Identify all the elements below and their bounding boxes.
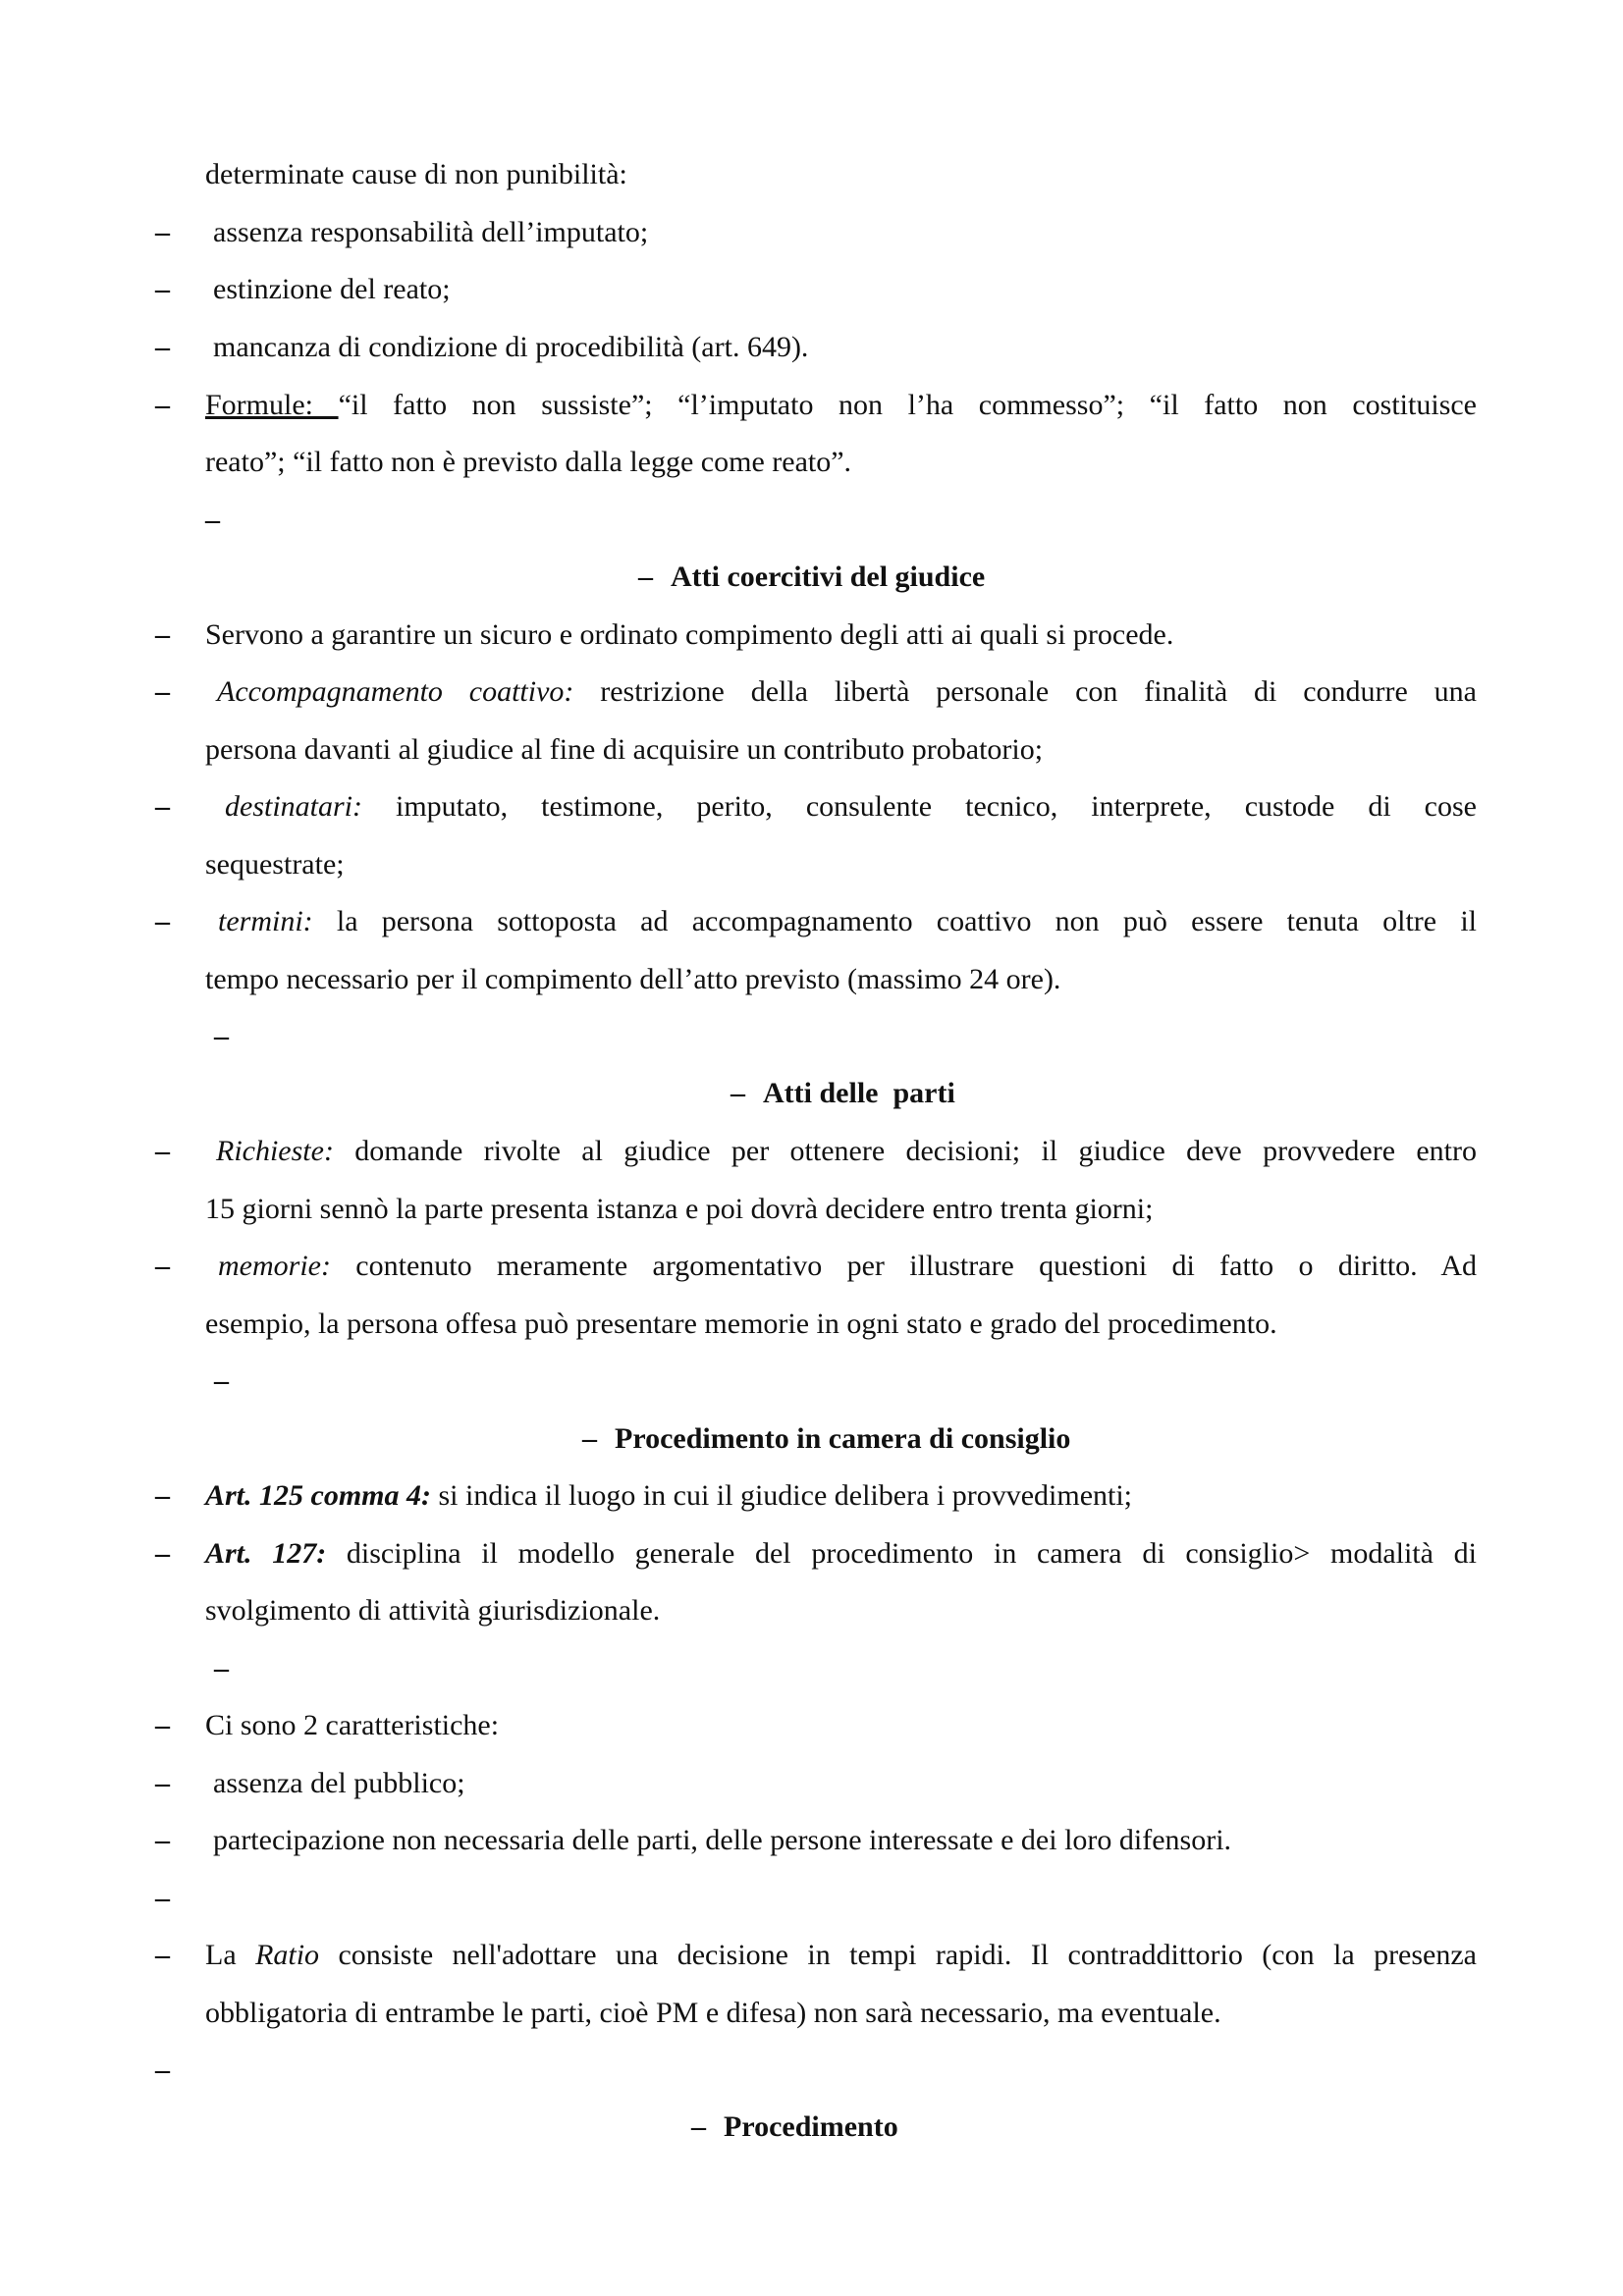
bold-italic-lead: Art. 127: [205,1537,327,1570]
text-line [205,1190,1153,1229]
text: restrizione della libertà personale con finalità di condurre una [573,675,1477,708]
text: persona davanti al giudice al fine di acquisire un contributo probatorio; [205,733,1044,766]
text-line [205,1591,660,1630]
bullet-dash: – [155,1709,170,1741]
text-line [205,730,1043,770]
section-heading [691,2108,898,2147]
text: la persona sottoposta ad accompagnamento coattivo non può essere tenuta oltre il [312,905,1477,937]
italic-lead: termini: [218,905,313,937]
list-item [205,1936,1477,1975]
text: sequestrate; [205,848,345,881]
heading-dash: – [730,1077,745,1109]
text: assenza responsabilità dell’imputato; [213,216,649,248]
list-item [225,787,1477,827]
text: domande rivolte al giudice per ottenere decisioni; il giudice deve provvedere entro [333,1135,1477,1167]
list-item [213,1764,465,1803]
bullet-dash: – [155,216,170,248]
text: contenuto meramente argomentativo per illustrare questioni di fatto o diritto. Ad [330,1250,1477,1282]
heading-text: Atti delle parti [763,1077,955,1109]
section-heading [730,1074,955,1113]
italic-lead: Richieste: [216,1135,334,1167]
text-line [205,443,851,482]
list-item [205,386,1477,425]
text: La [205,1939,256,1971]
heading-dash: – [638,561,653,593]
bullet-dash: – [155,273,170,305]
list-item [218,902,1477,941]
text: tempo necessario per il compimento dell’atto previsto (massimo 24 ore). [205,963,1061,995]
text: imputato, testimone, perito, consulente tecnico, interprete, custode di cose [362,790,1477,823]
text: Ci sono 2 caratteristiche: [205,1709,500,1741]
italic-term: Ratio [255,1939,320,1971]
list-item [205,1706,499,1745]
section-heading [582,1419,1070,1459]
bullet-dash: – [155,790,170,823]
text: determinate cause di non punibilità: [205,158,627,190]
italic-lead: memorie: [218,1250,331,1282]
list-item [213,270,451,309]
bullet-dash: – [155,1250,170,1282]
bullet-dash: – [155,618,170,651]
bullet-dash: – [155,2054,170,2086]
list-item [205,1534,1477,1574]
underlined-lead: Formule: [205,389,339,421]
text: partecipazione non necessaria delle parti, delle persone interessate e dei loro difensori. [213,1824,1232,1856]
bullet-dash: – [155,1135,170,1167]
heading-text: Procedimento [724,2110,898,2143]
bullet-dash: – [214,1364,229,1397]
text: obbligatoria di entrambe le parti, cioè PM e difesa) non sarà necessario, ma eventuale. [205,1997,1221,2029]
text: 15 giorni sennò la parte presenta istanza e poi dovrà decidere entro trenta giorni; [205,1193,1154,1225]
section-heading [638,558,985,597]
text: mancanza di condizione di procedibilità (art. 649). [213,331,809,363]
heading-text: Atti coercitivi del giudice [671,561,986,593]
text: consiste nell'adottare una decisione in tempi rapidi. Il contraddittorio (con la presenza [319,1939,1477,1971]
bold-italic-lead: Art. 125 comma 4: [205,1479,431,1512]
list-item [216,1132,1477,1171]
heading-text: Procedimento in camera di consiglio [615,1422,1071,1455]
bullet-dash: – [155,1824,170,1856]
bullet-dash: – [205,504,220,536]
text-line [205,155,627,194]
bullet-dash: – [155,1882,170,1914]
text: esempio, la persona offesa può presentare memorie in ogni stato e grado del procedimento. [205,1308,1277,1340]
bullet-dash: – [155,675,170,708]
heading-dash: – [691,2110,706,2143]
bullet-dash: – [214,1652,229,1684]
text: assenza del pubblico; [213,1767,465,1799]
bullet-dash: – [155,1537,170,1570]
bullet-dash: – [155,905,170,937]
italic-lead: Accompagnamento coattivo: [217,675,574,708]
list-item [205,1476,1132,1516]
italic-lead: destinatari: [225,790,362,823]
bullet-dash: – [155,1767,170,1799]
bullet-dash: – [155,331,170,363]
list-item [218,1247,1477,1286]
list-item [217,672,1477,712]
text: svolgimento di attività giurisdizionale. [205,1594,661,1627]
bullet-dash: – [155,389,170,421]
text-line [205,1305,1277,1344]
text-line [205,1994,1221,2033]
text: si indica il luogo in cui il giudice delibera i provvedimenti; [431,1479,1133,1512]
text-line [205,845,345,884]
bullet-dash: – [155,1479,170,1512]
list-item [213,1821,1231,1860]
heading-dash: – [582,1422,597,1455]
bullet-dash: – [214,1020,229,1052]
list-item [213,213,648,252]
text-line [205,960,1060,999]
text: Servono a garantire un sicuro e ordinato compimento degli atti ai quali si procede. [205,618,1174,651]
list-item [213,328,808,367]
bullet-dash: – [155,1939,170,1971]
text: reato”; “il fatto non è previsto dalla legge come reato”. [205,446,852,478]
list-item [205,615,1173,655]
text: “il fatto non sussiste”; “l’imputato non l’ha commesso”; “il fatto non costituisce [338,389,1477,421]
text: disciplina il modello generale del procedimento in camera di consiglio> modalità di [326,1537,1477,1570]
text: estinzione del reato; [213,273,451,305]
